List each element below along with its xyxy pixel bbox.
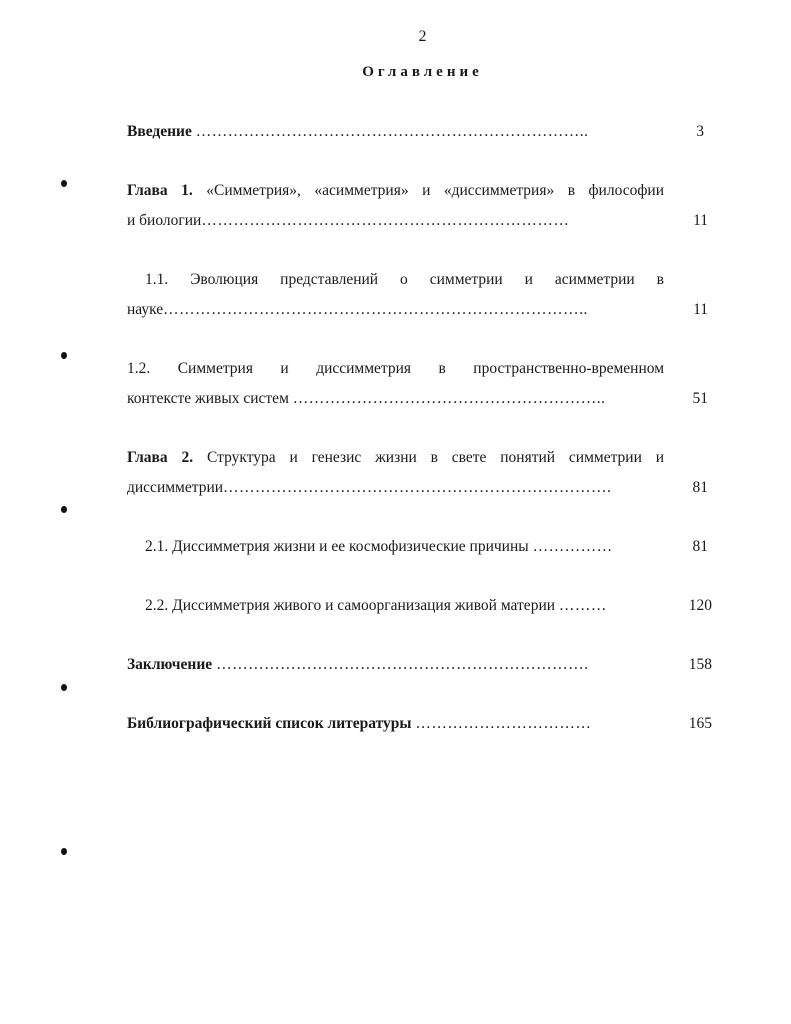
toc-title: Оглавление	[362, 64, 483, 80]
margin-mark	[61, 180, 67, 187]
leader-dots: ………………………………………………………………..	[195, 123, 589, 140]
entry-page: 3	[696, 123, 704, 140]
entry-title-line-1: 1.1. Эволюция представлений о симметрии и асимметрии в	[145, 271, 664, 288]
leader-dots: ……………………………………………………………	[201, 212, 570, 229]
entry-page: 81	[692, 479, 708, 496]
leader-dots: ………	[558, 597, 607, 614]
entry-title-line-2: диссимметрии	[127, 479, 224, 496]
entry-label: Глава 1.	[127, 182, 193, 199]
leader-dots: ……………	[532, 538, 613, 555]
entry-title-line-1: Структура и генезис жизни в свете понятий симметрии и	[206, 449, 665, 466]
margin-mark	[61, 684, 67, 691]
entry-title-line-1: 2.1. Диссимметрия жизни и ее космофизические причины	[145, 538, 529, 555]
page-number: 2	[418, 28, 427, 45]
entry-label: Глава 2.	[127, 449, 194, 466]
margin-mark	[61, 506, 67, 513]
leader-dots: ……………………………………………………………….	[223, 479, 612, 496]
entry-page: 81	[692, 538, 708, 555]
leader-dots: …………………………………………………………….	[216, 656, 589, 673]
leader-dots: …………………………………………………..	[292, 390, 606, 407]
leader-dots: ……………………………	[415, 715, 592, 732]
entry-page: 11	[693, 212, 708, 229]
entry-page: 120	[688, 597, 712, 614]
entry-title-line-2: науке	[127, 301, 164, 318]
entry-label: Библиографический список литературы	[127, 715, 412, 732]
margin-mark	[61, 848, 67, 855]
entry-label: Заключение	[127, 656, 213, 673]
entry-title-line-1: 1.2. Симметрия и диссимметрия в пространственно-временном	[127, 360, 664, 377]
entry-title-line-1: 2.2. Диссимметрия живого и самоорганизация живой материи	[145, 597, 556, 614]
entry-title-line-2: контексте живых систем	[127, 390, 289, 407]
entry-title-line-1: «Симметрия», «асимметрия» и «диссимметрия» в философии	[206, 182, 664, 199]
leader-dots: ……………………………………………………………………..	[163, 301, 588, 318]
margin-mark	[61, 352, 67, 359]
entry-label: Введение	[127, 123, 192, 140]
entry-page: 158	[688, 656, 712, 673]
entry-page: 51	[692, 390, 708, 407]
entry-page: 11	[693, 301, 708, 318]
entry-title-line-2: и биологии	[127, 212, 202, 229]
entry-page: 165	[688, 715, 712, 732]
